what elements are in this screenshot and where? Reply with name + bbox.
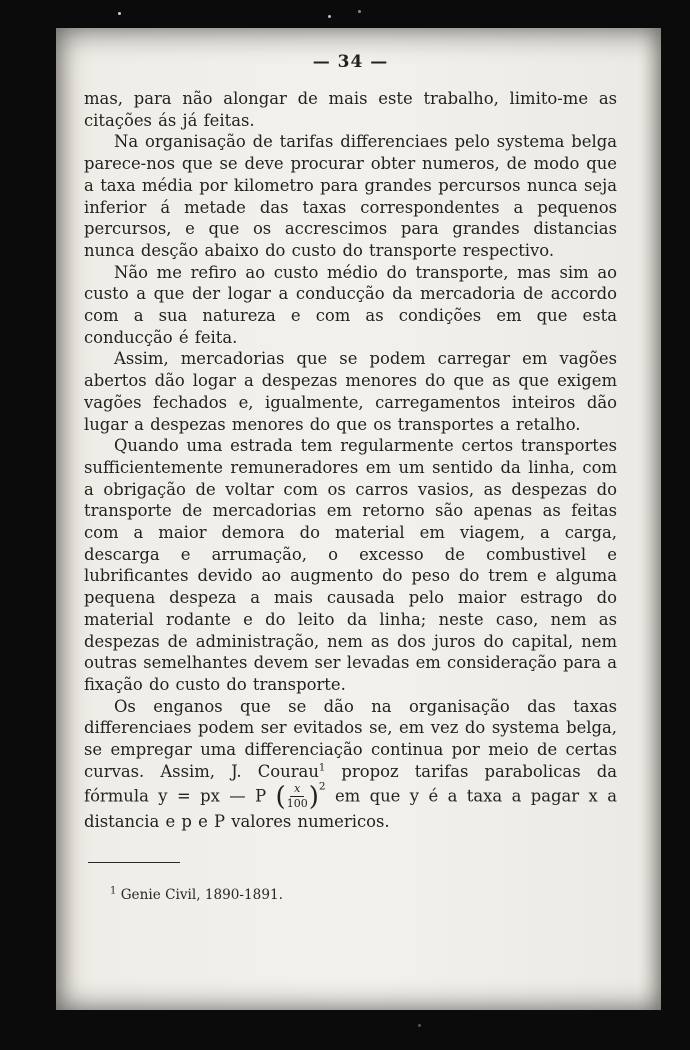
fraction [287,783,308,811]
open-paren: ( [275,781,286,812]
formula-paragraph-text-2: propoz tarifas parabolicas da fórmula y = px — P [84,761,618,806]
paragraph-mercadorias-vagoes: Assim, mercadorias que se podem carregar em vagões abertos dão logar a despezas menores do que as que exigem vagões fechados e, igualmente, carregamentos inteiros dão lugar a despezas menores do que os transportes a retalho. [84,349,617,434]
footnote-marker: 1 [110,885,117,897]
footnote [110,887,617,903]
footnote-reference-marker: 1 [318,762,326,774]
page-number-header: — 34 — [312,52,389,72]
close-paren: ) [308,781,319,812]
paragraph-tarifas-belga: Na organisação de tarifas differenciaes pelo systema belga parece-nos que se deve procurar obter numeros, de modo que a taxa média por kilometro para grandes percursos nunca seja inferior á metade das taxas correspondentes a pequenos percursos, e que os accrescimos para grandes distancias nunca desção abaixo do custo do transporte respectivo. [84,132,617,260]
fraction-denominator: 100 [286,797,308,811]
formula-paragraph-text-3: em que y é a taxa a pagar x a distancia e p e P valores numericos. [84,786,617,831]
formula-paragraph-text-1: Os enganos que se dão na organisação das taxas differenciaes podem ser evitados se, em vez do systema belga, se empregar uma differenciação continua por meio de certas curvas. Assim, J. Courau [84,696,617,781]
paragraph-continuation: mas, para não alongar de mais este trabalho, limito-me as citações ás já feitas. [84,89,617,130]
footnote-separator-rule [88,862,180,863]
scanned-book-page [56,28,661,1010]
fraction-exponent: 2 [318,780,326,793]
scan-noise-specks [118,12,121,15]
footnote-text: Genie Civil, 1890-1891. [116,887,283,904]
paragraph-formula [84,696,617,833]
fraction-numerator: x [290,783,304,798]
page-content [84,52,617,1010]
paragraph-custo-medio: Não me refiro ao custo médio do transporte, mas sim ao custo a que der logar a conducção da mercadoria de accordo com a sua natureza e com as condições em que esta conducção é feita. [84,262,617,347]
parabolic-formula [275,780,326,812]
paragraph-estrada-transportes: Quando uma estrada tem regularmente certos transportes sufficientemente remuneradores em um sentido da linha, com a obrigação de voltar com os carros vasios, as despezas do transporte de mercadorias em retorno são apenas as feitas com a maior demora do material em viagem, a carga, descarga e arrumação, o excesso de combustivel e lubrificantes devido ao augmento do peso do trem e alguma pequena despeza a mais causada pelo maior estrago do material rodante e do leito da linha; neste caso, nem as despezas de administração, nem as dos juros do capital, nem outras semelhantes devem ser levadas em consideração para a fixação do custo do transporte. [84,436,617,694]
